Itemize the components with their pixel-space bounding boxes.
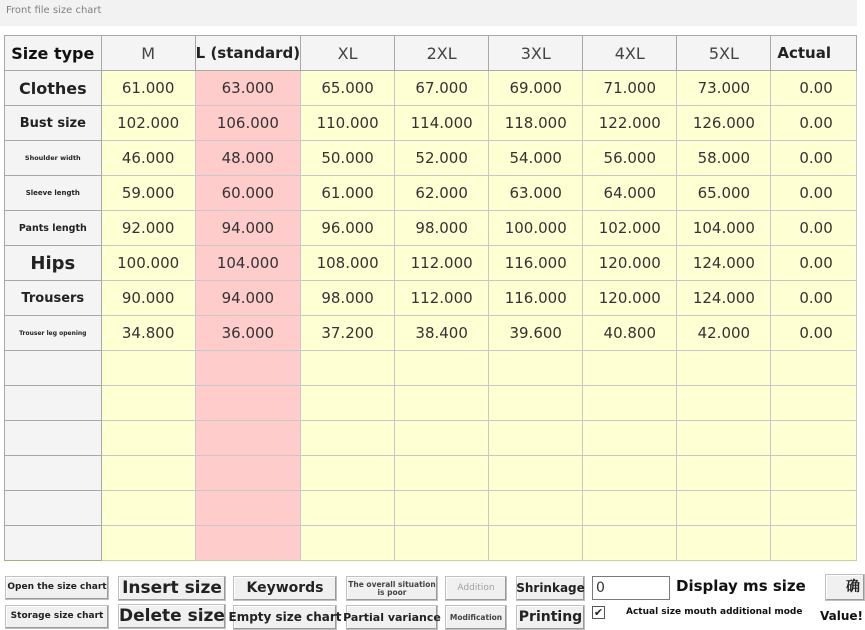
size-cell[interactable]: 69.000	[489, 71, 583, 106]
size-cell[interactable]: 58.000	[677, 141, 771, 176]
size-cell[interactable]	[301, 351, 395, 386]
size-cell[interactable]	[301, 526, 395, 561]
size-cell[interactable]: 0.00	[771, 211, 857, 246]
table-row[interactable]	[5, 316, 857, 351]
size-cell[interactable]: 102.000	[583, 211, 677, 246]
header-row	[5, 36, 857, 71]
size-cell[interactable]: 112.000	[395, 281, 489, 316]
size-cell[interactable]	[489, 351, 583, 386]
column-header[interactable]: 5XL	[677, 36, 771, 71]
size-cell[interactable]: 65.000	[677, 176, 771, 211]
column-header[interactable]: 3XL	[489, 36, 583, 71]
size-cell[interactable]: 37.200	[301, 316, 395, 351]
size-cell[interactable]	[771, 351, 857, 386]
size-cell[interactable]: 62.000	[395, 176, 489, 211]
size-cell[interactable]	[395, 386, 489, 421]
title-bar	[0, 0, 857, 26]
size-cell[interactable]: 96.000	[301, 211, 395, 246]
confirm-button[interactable]: 确	[825, 574, 865, 601]
size-cell[interactable]: 36.000	[195, 316, 300, 351]
row-label[interactable]	[5, 456, 102, 491]
size-cell[interactable]: 40.800	[583, 316, 677, 351]
table-row[interactable]	[5, 246, 857, 281]
size-cell[interactable]: 110.000	[301, 106, 395, 141]
size-cell[interactable]	[101, 491, 195, 526]
size-cell[interactable]	[101, 351, 195, 386]
size-cell[interactable]	[677, 526, 771, 561]
size-cell[interactable]	[677, 456, 771, 491]
size-cell[interactable]: 50.000	[301, 141, 395, 176]
table-row[interactable]	[5, 141, 857, 176]
window-title: Front file size chart	[6, 5, 102, 16]
empty-row[interactable]	[5, 526, 857, 561]
row-label[interactable]: Trouser leg opening	[5, 316, 102, 351]
delete-size-button[interactable]: Delete size	[118, 604, 226, 629]
size-cell[interactable]	[489, 456, 583, 491]
size-cell[interactable]	[583, 526, 677, 561]
column-header[interactable]: 4XL	[583, 36, 677, 71]
size-cell[interactable]: 126.000	[677, 106, 771, 141]
size-chart-grid[interactable]	[4, 35, 857, 562]
size-cell[interactable]	[301, 386, 395, 421]
empty-row[interactable]	[5, 456, 857, 491]
size-cell[interactable]	[195, 351, 300, 386]
size-cell[interactable]	[101, 421, 195, 456]
size-cell[interactable]	[195, 526, 300, 561]
size-cell[interactable]	[771, 491, 857, 526]
size-cell[interactable]: 90.000	[101, 281, 195, 316]
modification-button[interactable]: Modification	[445, 605, 507, 630]
row-label[interactable]: Shoulder width	[5, 141, 102, 176]
size-cell[interactable]	[395, 526, 489, 561]
size-cell[interactable]: 124.000	[677, 281, 771, 316]
size-cell[interactable]	[101, 526, 195, 561]
size-cell[interactable]	[395, 421, 489, 456]
size-cell[interactable]	[195, 491, 300, 526]
size-cell[interactable]: 0.00	[771, 106, 857, 141]
size-cell[interactable]: 106.000	[195, 106, 300, 141]
size-cell[interactable]: 63.000	[195, 71, 300, 106]
size-cell[interactable]	[677, 421, 771, 456]
size-cell[interactable]	[583, 491, 677, 526]
row-label[interactable]	[5, 491, 102, 526]
size-cell[interactable]: 114.000	[395, 106, 489, 141]
size-cell[interactable]: 0.00	[771, 141, 857, 176]
insert-size-button[interactable]: Insert size	[118, 576, 226, 601]
size-cell[interactable]	[301, 456, 395, 491]
size-cell[interactable]	[489, 491, 583, 526]
column-header[interactable]: 2XL	[395, 36, 489, 71]
size-cell[interactable]: 60.000	[195, 176, 300, 211]
size-cell[interactable]: 56.000	[583, 141, 677, 176]
size-cell[interactable]: 0.00	[771, 71, 857, 106]
table-row[interactable]	[5, 106, 857, 141]
size-cell[interactable]: 46.000	[101, 141, 195, 176]
row-label[interactable]: Clothes	[5, 71, 102, 106]
column-header[interactable]: M	[101, 36, 195, 71]
printing-button[interactable]: Printing	[516, 605, 585, 630]
actual-mode-checkbox[interactable]: ✔	[593, 606, 604, 619]
size-cell[interactable]	[771, 456, 857, 491]
addition-button[interactable]: Addition	[445, 576, 507, 601]
size-cell[interactable]	[301, 421, 395, 456]
column-header[interactable]: XL	[301, 36, 395, 71]
size-cell[interactable]	[583, 421, 677, 456]
size-cell[interactable]	[771, 421, 857, 456]
overall-poor-button[interactable]: The overall situation is poor	[346, 576, 438, 601]
size-cell[interactable]: 112.000	[395, 246, 489, 281]
empty-size-chart-button[interactable]: Empty size chart	[233, 605, 337, 630]
size-cell[interactable]	[395, 491, 489, 526]
size-cell[interactable]: 98.000	[301, 281, 395, 316]
size-cell[interactable]: 104.000	[195, 246, 300, 281]
empty-row[interactable]	[5, 491, 857, 526]
storage-size-chart-button[interactable]: Storage size chart	[5, 605, 109, 629]
row-label[interactable]	[5, 386, 102, 421]
column-header[interactable]: L (standard)	[195, 36, 300, 71]
size-cell[interactable]: 108.000	[301, 246, 395, 281]
size-cell[interactable]: 64.000	[583, 176, 677, 211]
open-size-chart-button[interactable]: Open the size chart	[5, 576, 109, 600]
size-cell[interactable]: 122.000	[583, 106, 677, 141]
value-label: Value!	[820, 609, 863, 623]
size-cell[interactable]: 59.000	[101, 176, 195, 211]
size-cell[interactable]: 116.000	[489, 281, 583, 316]
size-cell[interactable]: 52.000	[395, 141, 489, 176]
size-cell[interactable]: 118.000	[489, 106, 583, 141]
size-cell[interactable]: 65.000	[301, 71, 395, 106]
size-cell[interactable]	[195, 386, 300, 421]
size-cell[interactable]: 100.000	[101, 246, 195, 281]
row-label[interactable]	[5, 526, 102, 561]
table-row[interactable]	[5, 281, 857, 316]
size-cell[interactable]	[583, 456, 677, 491]
row-label[interactable]: Sleeve length	[5, 176, 102, 211]
size-cell[interactable]	[301, 491, 395, 526]
row-label[interactable]: Pants length	[5, 211, 102, 246]
size-cell[interactable]: 120.000	[583, 281, 677, 316]
size-cell[interactable]: 61.000	[301, 176, 395, 211]
size-cell[interactable]	[395, 456, 489, 491]
size-cell[interactable]	[583, 351, 677, 386]
size-cell[interactable]	[101, 456, 195, 491]
size-cell[interactable]	[677, 386, 771, 421]
shrinkage-input[interactable]: 0	[592, 576, 670, 600]
table-row[interactable]	[5, 211, 857, 246]
size-cell[interactable]: 38.400	[395, 316, 489, 351]
partial-variance-button[interactable]: Partial variance	[346, 605, 438, 630]
size-cell[interactable]: 94.000	[195, 281, 300, 316]
size-cell[interactable]: 67.000	[395, 71, 489, 106]
size-table	[4, 35, 857, 561]
size-cell[interactable]: 39.600	[489, 316, 583, 351]
shrinkage-button[interactable]: Shrinkage	[516, 576, 585, 601]
size-cell[interactable]: 34.800	[101, 316, 195, 351]
size-cell[interactable]	[195, 421, 300, 456]
size-cell[interactable]: 63.000	[489, 176, 583, 211]
size-cell[interactable]: 92.000	[101, 211, 195, 246]
size-cell[interactable]: 104.000	[677, 211, 771, 246]
empty-row[interactable]	[5, 421, 857, 456]
size-cell[interactable]	[771, 386, 857, 421]
size-cell[interactable]: 71.000	[583, 71, 677, 106]
size-cell[interactable]: 100.000	[489, 211, 583, 246]
size-cell[interactable]	[677, 351, 771, 386]
size-cell[interactable]	[583, 386, 677, 421]
size-cell[interactable]	[489, 386, 583, 421]
size-cell[interactable]: 94.000	[195, 211, 300, 246]
table-row[interactable]	[5, 71, 857, 106]
size-cell[interactable]	[489, 526, 583, 561]
size-cell[interactable]	[101, 386, 195, 421]
size-cell[interactable]: 0.00	[771, 281, 857, 316]
size-cell[interactable]	[677, 491, 771, 526]
size-cell[interactable]: 0.00	[771, 316, 857, 351]
size-cell[interactable]: 42.000	[677, 316, 771, 351]
size-cell[interactable]	[195, 456, 300, 491]
size-cell[interactable]: 124.000	[677, 246, 771, 281]
column-header[interactable]: Actual	[771, 36, 857, 71]
column-header[interactable]: Size type	[5, 36, 102, 71]
size-cell[interactable]: 116.000	[489, 246, 583, 281]
display-ms-size-label: Display ms size	[676, 577, 806, 595]
size-cell[interactable]: 0.00	[771, 246, 857, 281]
size-cell[interactable]: 98.000	[395, 211, 489, 246]
size-cell[interactable]	[771, 526, 857, 561]
keywords-button[interactable]: Keywords	[233, 576, 337, 601]
size-cell[interactable]	[395, 351, 489, 386]
size-cell[interactable]: 0.00	[771, 176, 857, 211]
size-cell[interactable]: 54.000	[489, 141, 583, 176]
row-label[interactable]: Trousers	[5, 281, 102, 316]
row-label[interactable]: Bust size	[5, 106, 102, 141]
row-label[interactable]	[5, 351, 102, 386]
size-cell[interactable]: 102.000	[101, 106, 195, 141]
size-cell[interactable]: 61.000	[101, 71, 195, 106]
size-cell[interactable]: 48.000	[195, 141, 300, 176]
empty-row[interactable]	[5, 351, 857, 386]
table-row[interactable]	[5, 176, 857, 211]
row-label[interactable]	[5, 421, 102, 456]
size-cell[interactable]	[489, 421, 583, 456]
empty-row[interactable]	[5, 386, 857, 421]
size-cell[interactable]: 120.000	[583, 246, 677, 281]
size-cell[interactable]: 73.000	[677, 71, 771, 106]
row-label[interactable]: Hips	[5, 246, 102, 281]
actual-mode-label: Actual size mouth additional mode	[626, 607, 803, 617]
